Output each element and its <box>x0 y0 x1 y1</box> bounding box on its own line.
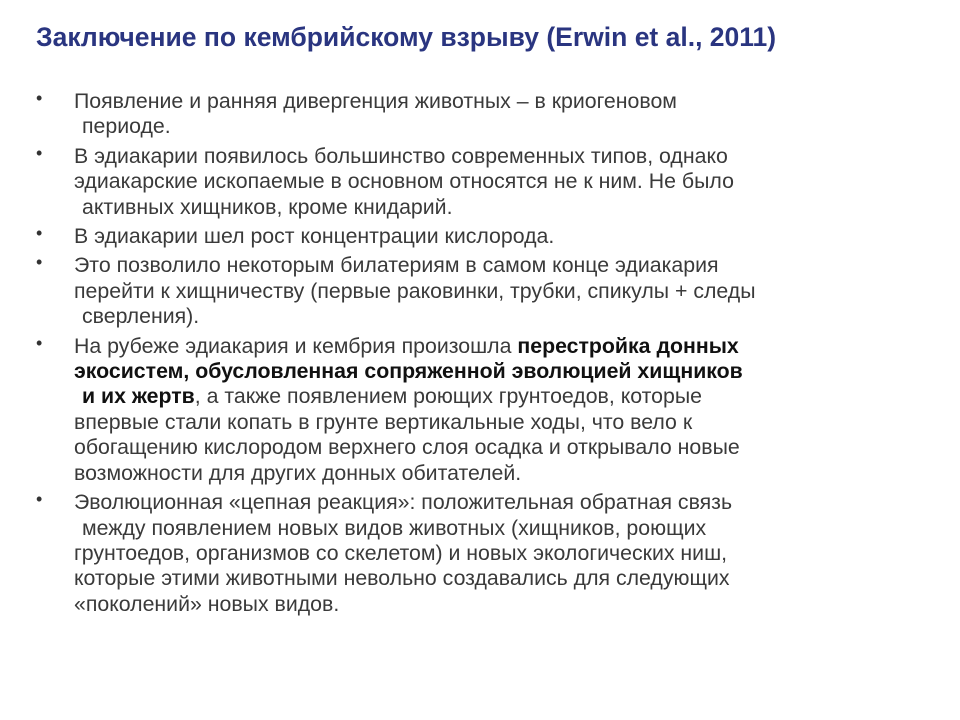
bullet-line <box>74 334 936 359</box>
bullet-item <box>36 89 936 140</box>
bullet-line: Эволюционная «цепная реакция»: положительная обратная связь <box>74 490 733 515</box>
bullet-line <box>74 359 936 384</box>
bullet-line: В эдиакарии появилось большинство современных типов, однако <box>74 143 728 168</box>
bullet-marker: • <box>36 489 43 510</box>
bullet-line: которые этими животными невольно создавались для следующих <box>74 566 730 591</box>
slide-title: Заключение по кембрийскому взрыву (Erwin et al., 2011) <box>36 22 777 52</box>
bullet-emphasis: экосистем, обусловленная сопряженной эволюцией хищников <box>74 359 743 384</box>
bullet-line: грунтоедов, организмов со скелетом) и новых экологических ниш, <box>74 540 728 565</box>
bullet-line: обогащению кислородом верхнего слоя осадка и открывало новые <box>74 435 740 460</box>
bullet-list <box>36 89 936 621</box>
bullet-line: впервые стали копать в грунте вертикальные ходы, что вело к <box>74 409 693 434</box>
bullet-marker: • <box>36 223 43 244</box>
bullet-line: «поколений» новых видов. <box>74 591 340 616</box>
bullet-item <box>36 224 936 249</box>
bullet-line: периоде. <box>82 114 171 139</box>
bullet-line: Это позволило некоторым билатериям в самом конце эдиакария <box>74 253 719 278</box>
bullet-marker: • <box>36 88 43 108</box>
bullet-line: В эдиакарии шел рост концентрации кислорода. <box>74 224 555 249</box>
bullet-text: , а также появлением роющих грунтоедов, которые <box>194 384 702 409</box>
bullet-item <box>36 334 936 486</box>
bullet-item <box>36 253 936 329</box>
bullet-emphasis: и их жертв <box>82 384 195 409</box>
bullet-line: между появлением новых видов животных (хищников, роющих <box>82 515 707 540</box>
bullet-line: сверления). <box>82 304 200 329</box>
bullet-line: перейти к хищничеству (первые раковинки, трубки, спикулы + следы <box>74 278 756 303</box>
bullet-line: Появление и ранняя дивергенция животных – в криогеновом <box>74 89 677 113</box>
bullet-marker: • <box>36 332 43 353</box>
bullet-emphasis: перестройка донных <box>517 333 739 358</box>
bullet-item <box>36 144 936 220</box>
bullet-marker: • <box>36 252 43 273</box>
bullet-text: На рубеже эдиакария и кембрия произошла <box>74 333 518 358</box>
bullet-line: возможности для других донных обитателей. <box>74 460 522 485</box>
bullet-item <box>36 490 936 617</box>
bullet-marker: • <box>36 142 43 163</box>
bullet-line: эдиакарские ископаемые в основном относятся не к ним. Не было <box>74 169 734 194</box>
bullet-line: активных хищников, кроме книдарий. <box>82 194 453 219</box>
bullet-line <box>74 384 936 409</box>
